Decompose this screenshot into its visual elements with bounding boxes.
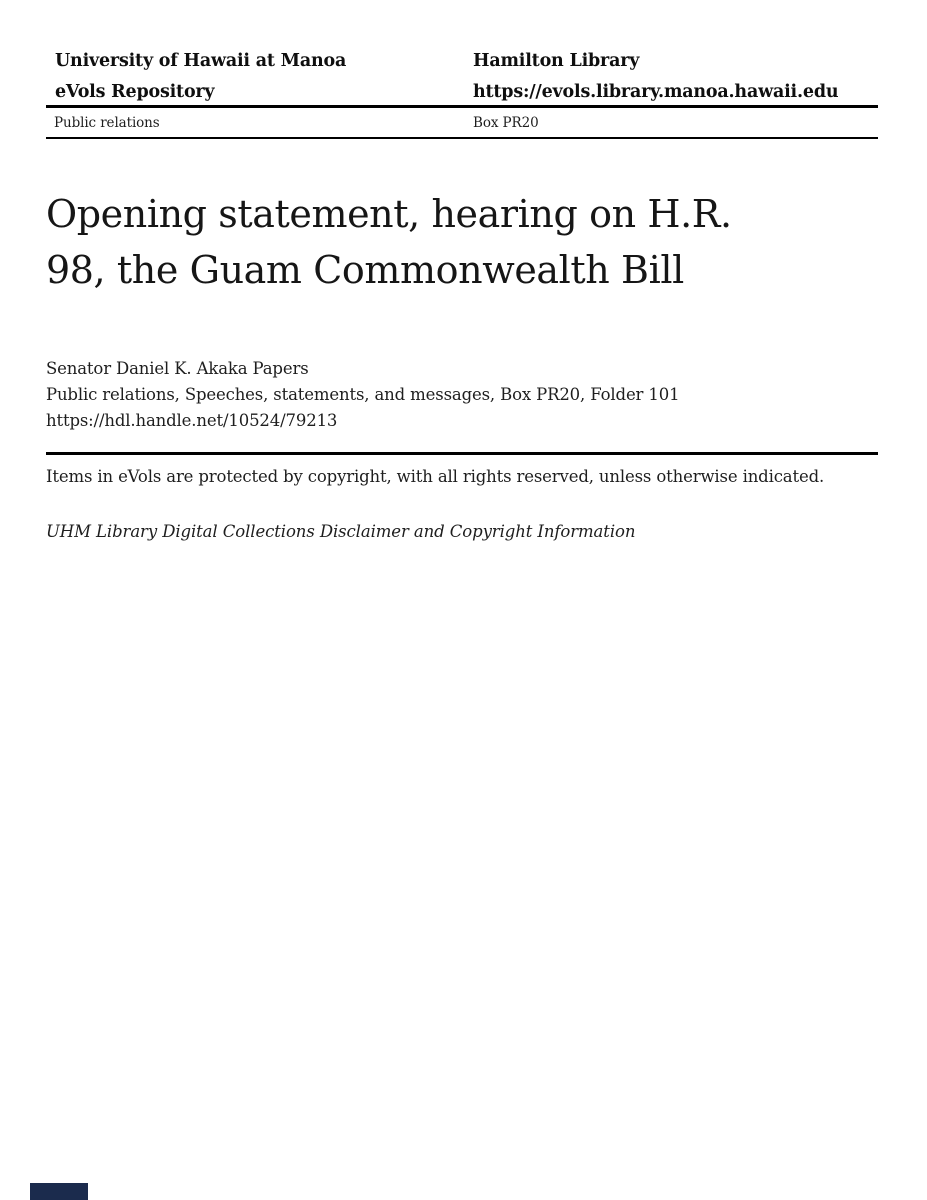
header-collection-label: Public relations (54, 115, 160, 131)
page-title-line2: 98, the Guam Commonwealth Bill (46, 248, 684, 292)
metadata-handle-url[interactable]: https://hdl.handle.net/10524/79213 (46, 411, 338, 430)
bottom-left-corner-marker (30, 1183, 88, 1200)
rights-statement: Items in eVols are protected by copyright, with all rights reserved, unless otherwise indicated. (46, 467, 825, 486)
header-repository-name: eVols Repository (55, 82, 215, 102)
page-title (46, 186, 846, 298)
header-rule-top (46, 105, 878, 108)
disclaimer-link[interactable]: UHM Library Digital Collections Disclaimer and Copyright Information (46, 522, 636, 541)
document-metadata (46, 356, 878, 434)
header-rule-bottom (46, 137, 878, 139)
header-box-label: Box PR20 (473, 115, 539, 131)
page-title-line1: Opening statement, hearing on H.R. (46, 192, 732, 236)
metadata-collection-name: Senator Daniel K. Akaka Papers (46, 359, 309, 378)
header-institution: University of Hawaii at Manoa (55, 51, 347, 71)
footer-rule (46, 452, 878, 455)
header-repository-url[interactable]: https://evols.library.manoa.hawaii.edu (473, 82, 839, 102)
header-library: Hamilton Library (473, 51, 640, 71)
metadata-series-location: Public relations, Speeches, statements, and messages, Box PR20, Folder 101 (46, 385, 680, 404)
